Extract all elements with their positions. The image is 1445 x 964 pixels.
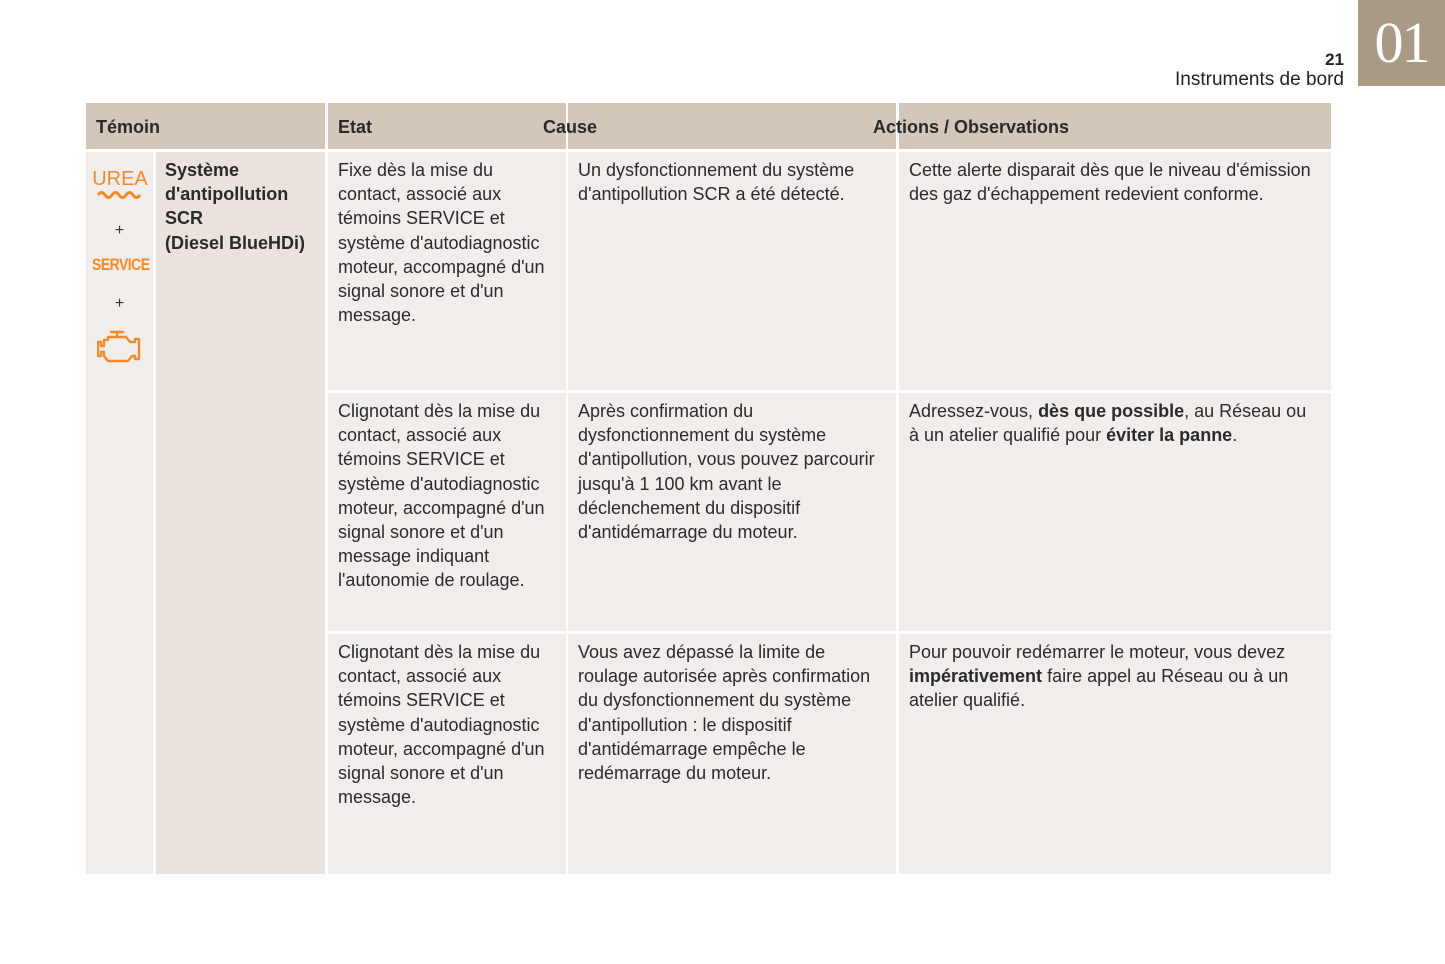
indicator-name-line: (Diesel BlueHDi) (165, 232, 306, 253)
column-header-actions-label: Actions / Observations (873, 117, 1070, 137)
indicator-name-line: SCR (165, 208, 204, 229)
column-header-cause (543, 103, 896, 149)
row-1-etat: Fixe dès la mise du contact, associé aux témoins SERVICE et système d'autodiagnostic moteur, accompagné d'un signal sonore et d'un message. (328, 152, 566, 390)
indicator-name-line: d'antipollution (165, 184, 289, 205)
column-header-temoin: Témoin (86, 103, 325, 149)
column-header-actions (873, 103, 1331, 149)
row-2-cause: Après confirmation du dysfonctionnement du système d'antipollution, vous pouvez parcourir jusqu'à 1 100 km avant le déclenchement du dispositif d'antidémarrage du moteur. (568, 393, 896, 631)
column-header-cause-label: Cause (543, 117, 598, 137)
section-title: Instruments de bord (1175, 69, 1344, 90)
action-text: . (1232, 425, 1238, 446)
engine-check-icon (97, 328, 145, 366)
chapter-tab: 01 (1358, 0, 1445, 86)
indicator-icons-cell (86, 152, 153, 874)
action-text: Adressez-vous, (909, 401, 1039, 421)
plus-sign: + (114, 222, 125, 239)
row-3-etat: Clignotant dès la mise du contact, associé aux témoins SERVICE et système d'autodiagnostic moteur, accompagné d'un signal sonore et d'un message. (328, 634, 566, 874)
row-1-cause: Un dysfonctionnement du système d'antipollution SCR a été détecté. (568, 152, 896, 390)
action-emphasis: dès que possible (1038, 401, 1185, 421)
plus-sign: + (114, 295, 125, 312)
action-text: Pour pouvoir redémarrer le moteur, vous devez (909, 642, 1286, 662)
service-icon: SERVICE (92, 255, 150, 274)
column-header-etat (328, 103, 566, 149)
row-3-action (899, 634, 1331, 874)
indicator-name-line: Système (165, 160, 240, 180)
action-emphasis: éviter la panne (1106, 425, 1233, 446)
indicator-name-cell (156, 152, 325, 874)
column-header-etat-label: Etat (338, 117, 373, 137)
row-2-etat: Clignotant dès la mise du contact, associé aux témoins SERVICE et système d'autodiagnostic moteur, accompagné d'un signal sonore et d'un message indiquant l'autonomie de roulage. (328, 393, 566, 631)
warning-lights-table (86, 103, 1331, 874)
action-text: , au Réseau ou à un atelier qualifié pour (909, 401, 1307, 446)
row-1-action: Cette alerte disparait dès que le niveau d'émission des gaz d'échappement redevient conforme. (899, 152, 1331, 390)
row-2-action (899, 393, 1331, 631)
page-number: 21 (1325, 50, 1344, 69)
urea-label: UREA (92, 168, 148, 190)
action-emphasis: impérativement (909, 666, 1043, 687)
action-text: faire appel au Réseau ou à un atelier qualifié. (909, 666, 1289, 711)
urea-icon (92, 169, 148, 201)
row-3-cause: Vous avez dépassé la limite de roulage autorisée après confirmation du dysfonctionnement du système d'antipollution : le dispositif d'antidémarrage empêche le redémarrage du moteur. (568, 634, 896, 874)
urea-wave-icon (92, 169, 148, 201)
